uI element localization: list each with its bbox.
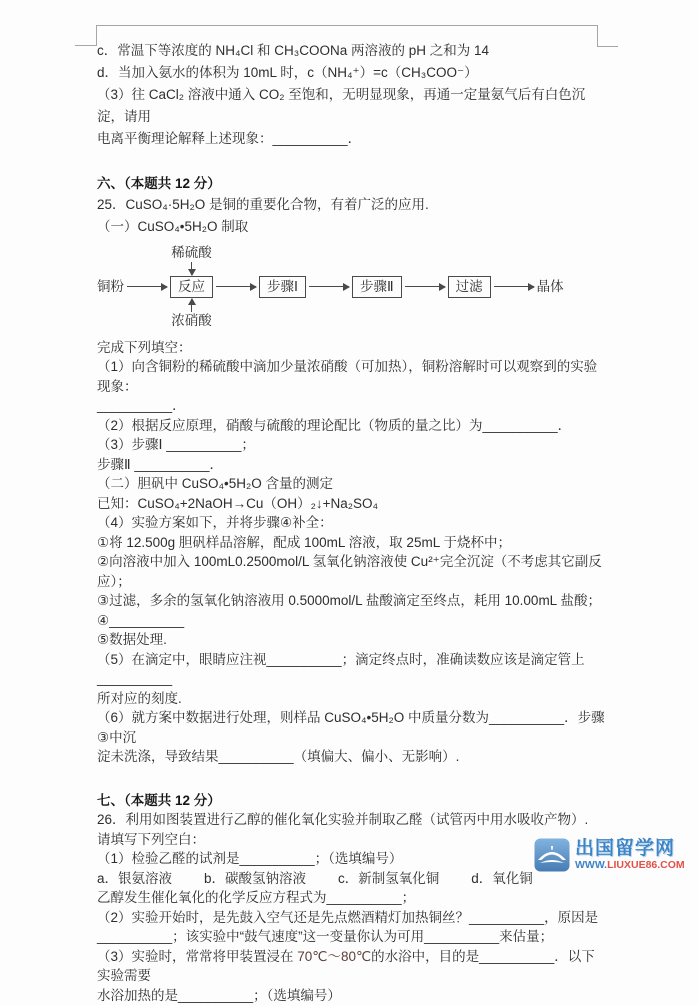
arrow-right-icon (309, 286, 349, 287)
step-3-line: ③过滤，多余的氢氧化钠溶液用 0.5000mol/L 盐酸滴定至终点，耗用 10.00mL 盐酸； (97, 591, 605, 611)
step-1-line: ①将 12.500g 胆矾样品溶解，配成 100mL 溶液，取 25mL 于烧杯中； (97, 533, 605, 553)
part-one-title: （一）CuSO₄•5H₂O 制取 (97, 216, 605, 238)
text-line: 电离平衡理论解释上述现象：__________． (97, 128, 605, 150)
text-line: c．常温下等浓度的 NH₄Cl 和 CH₃COONa 两溶液的 pH 之和为 14 (97, 40, 605, 62)
flow-box-step2: 步骤Ⅱ (352, 276, 402, 298)
question-26-intro: 26．利用如图装置进行乙醇的催化氧化实验并制取乙醛（试管丙中用水吸收产物）. (97, 810, 605, 830)
watermark-text (575, 839, 685, 871)
text-line: （6）就方案中数据进行处理，则样品 CuSO₄•5H₂O 中质量分数为__________．步骤③中沉 (97, 708, 605, 747)
option-row (97, 869, 605, 889)
flow-box-reaction: 反应 (170, 276, 213, 298)
flow-input-label: 铜粉 (97, 279, 124, 295)
flow-box-step1: 步骤Ⅰ (259, 276, 306, 298)
text-line: （3）步骤Ⅰ __________； (97, 435, 605, 455)
option-c: c．新制氢氧化铜 (338, 869, 439, 889)
arrow-right-icon (494, 286, 534, 287)
reaction-column (170, 245, 213, 329)
text-line: d．当加入氨水的体积为 10mL 时，c（NH₄⁺）=c（CH₃COO⁻） (97, 62, 605, 84)
section-seven (97, 791, 605, 1005)
arrow-right-icon (216, 286, 256, 287)
flow-top-reagent-label: 稀硫酸 (171, 245, 212, 261)
option-d: d．氧化铜 (471, 869, 533, 889)
text-line: 完成下列填空： (97, 338, 605, 358)
question-24-tail (97, 40, 605, 150)
text-line: （4）实验方案如下，并将步骤④补全： (97, 513, 605, 533)
exam-page-content (97, 40, 605, 1005)
flow-output-label: 晶体 (537, 279, 564, 295)
arrow-down-icon (191, 262, 192, 275)
text-line: （2）根据反应原理，硝酸与硫酸的理论配比（物质的量之比）为__________． (97, 416, 605, 436)
text-line: 请填写下列空白： (97, 830, 605, 850)
liuxue86-watermark (534, 835, 696, 875)
flow-bottom-reagent-label: 浓硝酸 (171, 313, 212, 329)
flow-box-filter: 过滤 (448, 276, 491, 298)
arrow-right-icon (405, 286, 445, 287)
question-25-intro: 25．CuSO₄·5H₂O 是铜的重要化合物，有着广泛的应用. (97, 194, 605, 216)
equation-line: 已知：CuSO₄+2NaOH→Cu（OH）₂↓+Na₂SO₄ (97, 494, 605, 514)
page-corner-left-tick (75, 45, 96, 46)
url-suffix: LIUXUE86.COM (607, 859, 685, 871)
watermark-site-url (575, 860, 685, 871)
section-six (97, 174, 605, 767)
section-seven-heading: 七、（本题共 12 分） (97, 791, 605, 811)
text-line: （5）在滴定中，眼睛应注视__________；滴定终点时，准确读数应该是滴定管上__________ (97, 650, 605, 689)
watermark-site-name: 出国留学网 (575, 839, 685, 858)
text-line: 步骤Ⅱ __________． (97, 455, 605, 475)
text-line: 淀未洗涤，导致结果__________（填偏大、偏小、无影响）. (97, 747, 605, 767)
text-line: __________；该实验中“鼓气速度”这一变量你认为可用__________来估量； (97, 927, 605, 947)
text-line: 所对应的刻度. (97, 689, 605, 709)
text-line: （3）往 CaCl₂ 溶液中通入 CO₂ 至饱和，无明显现象，再通一定量氨气后有白色沉淀，请用 (97, 84, 605, 128)
blank-line: __________． (97, 396, 605, 416)
arrow-up-icon (191, 299, 192, 312)
option-b: b．碳酸氢钠溶液 (204, 869, 306, 889)
text-segment: 的水浴中，目的是__________．以下实验需要 (97, 949, 595, 984)
url-prefix: WWW. (575, 859, 607, 871)
flowchart-row (97, 245, 564, 329)
option-a: a．银氨溶液 (97, 869, 172, 889)
step-4-blank-line: ④__________ (97, 611, 605, 631)
text-line: 水浴加热的是__________；（选填编号） (97, 986, 605, 1005)
text-line: 乙醇发生催化氧化的化学反应方程式为__________； (97, 888, 605, 908)
step-2-line: ②向溶液中加入 100mL0.2500mol/L 氢氧化钠溶液使 Cu²⁺完全沉淀（不考虑其它副反应）； (97, 552, 605, 591)
part-two-title: （二）胆矾中 CuSO₄•5H₂O 含量的测定 (97, 474, 605, 494)
liuxue86-logo-icon (534, 838, 570, 872)
section-six-heading: 六、（本题共 12 分） (97, 174, 605, 194)
text-line: （1）向含铜粉的稀硫酸中滴加少量浓硝酸（可加热），铜粉溶解时可以观察到的实验现象： (97, 357, 605, 396)
text-line: （2）实验开始时，是先鼓入空气还是先点燃酒精灯加热铜丝？__________，原因是 (97, 908, 605, 928)
text-line (97, 947, 605, 986)
arrow-right-icon (127, 286, 167, 287)
temperature-range: 70℃～80℃ (297, 949, 371, 964)
preparation-flowchart (97, 244, 605, 330)
step-5-line: ⑤数据处理. (97, 630, 605, 650)
text-line: （1）检验乙醛的试剂是__________；（选填编号） (97, 849, 605, 869)
page-top-border (96, 25, 597, 26)
text-segment: （3）实验时，常常将甲装置浸在 (97, 949, 297, 964)
